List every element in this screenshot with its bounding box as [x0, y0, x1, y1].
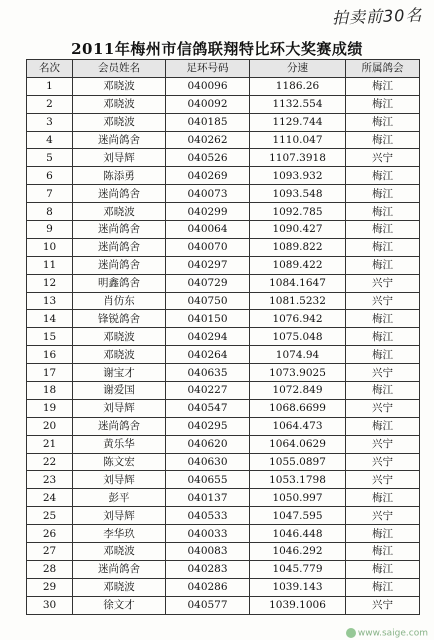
member-name-cell: 陈文宏	[73, 453, 166, 471]
club-cell: 梅江	[346, 578, 420, 596]
club-cell: 兴宁	[346, 274, 420, 292]
club-cell: 梅江	[346, 417, 420, 435]
rank-cell: 18	[27, 382, 73, 400]
member-name-cell: 邓晓波	[73, 543, 166, 561]
ring-number-cell: 040073	[166, 185, 250, 203]
rank-cell: 3	[27, 113, 73, 131]
table-row	[27, 382, 420, 400]
member-name-cell: 谢宝才	[73, 364, 166, 382]
header-rank: 名次	[27, 60, 73, 78]
table-row	[27, 131, 420, 149]
ring-number-cell: 040620	[166, 435, 250, 453]
speed-cell: 1092.785	[250, 203, 346, 221]
club-cell: 梅江	[346, 203, 420, 221]
member-name-cell: 迷尚鸽舍	[73, 185, 166, 203]
ring-number-cell: 040655	[166, 471, 250, 489]
table-row	[27, 507, 420, 525]
club-cell: 梅江	[346, 560, 420, 578]
table-row	[27, 274, 420, 292]
ring-number-cell: 040262	[166, 131, 250, 149]
rank-cell: 8	[27, 203, 73, 221]
table-row	[27, 310, 420, 328]
speed-cell: 1089.822	[250, 238, 346, 256]
watermark-text: www.saige.com	[357, 628, 428, 638]
ring-number-cell: 040137	[166, 489, 250, 507]
rank-cell: 12	[27, 274, 73, 292]
club-cell: 梅江	[346, 185, 420, 203]
speed-cell: 1046.448	[250, 525, 346, 543]
speed-cell: 1046.292	[250, 543, 346, 561]
member-name-cell: 明鑫鸽舍	[73, 274, 166, 292]
member-name-cell: 迷尚鸽舍	[73, 221, 166, 239]
ring-number-cell: 040526	[166, 149, 250, 167]
ring-number-cell: 040630	[166, 453, 250, 471]
table-row	[27, 185, 420, 203]
speed-cell: 1050.997	[250, 489, 346, 507]
table-row	[27, 453, 420, 471]
ring-number-cell: 040264	[166, 346, 250, 364]
speed-cell: 1110.047	[250, 131, 346, 149]
table-row	[27, 95, 420, 113]
table-body	[27, 77, 420, 614]
rank-cell: 17	[27, 364, 73, 382]
club-cell: 兴宁	[346, 435, 420, 453]
member-name-cell: 刘导辉	[73, 507, 166, 525]
member-name-cell: 迷尚鸽舍	[73, 131, 166, 149]
speed-cell: 1039.1006	[250, 596, 346, 614]
speed-cell: 1081.5232	[250, 292, 346, 310]
speed-cell: 1132.554	[250, 95, 346, 113]
club-cell: 梅江	[346, 95, 420, 113]
member-name-cell: 锋锐鸽舍	[73, 310, 166, 328]
club-cell: 梅江	[346, 238, 420, 256]
rank-cell: 27	[27, 543, 73, 561]
club-cell: 梅江	[346, 221, 420, 239]
speed-cell: 1045.779	[250, 560, 346, 578]
member-name-cell: 刘导辉	[73, 399, 166, 417]
club-cell: 兴宁	[346, 399, 420, 417]
speed-cell: 1064.473	[250, 417, 346, 435]
member-name-cell: 徐文才	[73, 596, 166, 614]
table-row	[27, 238, 420, 256]
speed-cell: 1039.143	[250, 578, 346, 596]
speed-cell: 1107.3918	[250, 149, 346, 167]
ring-number-cell: 040286	[166, 578, 250, 596]
ring-number-cell: 040227	[166, 382, 250, 400]
header-club: 所属鸽会	[346, 60, 420, 78]
speed-cell: 1084.1647	[250, 274, 346, 292]
table-row	[27, 203, 420, 221]
ring-number-cell: 040295	[166, 417, 250, 435]
club-cell: 梅江	[346, 328, 420, 346]
member-name-cell: 邓晓波	[73, 346, 166, 364]
ring-number-cell: 040283	[166, 560, 250, 578]
club-cell: 梅江	[346, 113, 420, 131]
ring-number-cell: 040299	[166, 203, 250, 221]
club-cell: 兴宁	[346, 507, 420, 525]
rank-cell: 13	[27, 292, 73, 310]
watermark	[346, 628, 428, 639]
club-cell: 梅江	[346, 346, 420, 364]
table-row	[27, 525, 420, 543]
ring-number-cell: 040729	[166, 274, 250, 292]
rank-cell: 25	[27, 507, 73, 525]
table-row	[27, 77, 420, 95]
rank-cell: 24	[27, 489, 73, 507]
club-cell: 梅江	[346, 256, 420, 274]
club-cell: 兴宁	[346, 471, 420, 489]
table-row	[27, 113, 420, 131]
ring-number-cell: 040185	[166, 113, 250, 131]
rank-cell: 4	[27, 131, 73, 149]
rank-cell: 5	[27, 149, 73, 167]
ring-number-cell: 040070	[166, 238, 250, 256]
page-title: 2011年梅州市信鸽联翔特比环大奖赛成绩	[71, 40, 363, 58]
table-row	[27, 578, 420, 596]
table-row	[27, 560, 420, 578]
rank-cell: 26	[27, 525, 73, 543]
speed-cell: 1072.849	[250, 382, 346, 400]
ring-number-cell: 040297	[166, 256, 250, 274]
rank-cell: 1	[27, 77, 73, 95]
speed-cell: 1186.26	[250, 77, 346, 95]
member-name-cell: 陈添勇	[73, 167, 166, 185]
speed-cell: 1076.942	[250, 310, 346, 328]
ring-number-cell: 040096	[166, 77, 250, 95]
table-row	[27, 489, 420, 507]
ring-number-cell: 040635	[166, 364, 250, 382]
club-cell: 梅江	[346, 310, 420, 328]
table-row	[27, 471, 420, 489]
club-cell: 梅江	[346, 131, 420, 149]
rank-cell: 30	[27, 596, 73, 614]
table-row	[27, 328, 420, 346]
table-row	[27, 364, 420, 382]
rank-cell: 6	[27, 167, 73, 185]
member-name-cell: 邓晓波	[73, 113, 166, 131]
member-name-cell: 肖仿东	[73, 292, 166, 310]
rank-cell: 19	[27, 399, 73, 417]
speed-cell: 1093.932	[250, 167, 346, 185]
member-name-cell: 迷尚鸽舍	[73, 238, 166, 256]
member-name-cell: 彭平	[73, 489, 166, 507]
rank-cell: 7	[27, 185, 73, 203]
member-name-cell: 邓晓波	[73, 203, 166, 221]
club-cell: 梅江	[346, 167, 420, 185]
club-cell: 梅江	[346, 543, 420, 561]
speed-cell: 1093.548	[250, 185, 346, 203]
ring-number-cell: 040533	[166, 507, 250, 525]
ring-number-cell: 040547	[166, 399, 250, 417]
club-cell: 兴宁	[346, 292, 420, 310]
member-name-cell: 邓晓波	[73, 328, 166, 346]
rank-cell: 11	[27, 256, 73, 274]
ring-number-cell: 040577	[166, 596, 250, 614]
ring-number-cell: 040064	[166, 221, 250, 239]
ring-number-cell: 040750	[166, 292, 250, 310]
speed-cell: 1074.94	[250, 346, 346, 364]
ring-number-cell: 040294	[166, 328, 250, 346]
rank-cell: 10	[27, 238, 73, 256]
rank-cell: 20	[27, 417, 73, 435]
member-name-cell: 谢爱国	[73, 382, 166, 400]
club-cell: 梅江	[346, 489, 420, 507]
member-name-cell: 刘导辉	[73, 471, 166, 489]
member-name-cell: 迷尚鸽舍	[73, 256, 166, 274]
ring-number-cell: 040269	[166, 167, 250, 185]
rank-cell: 9	[27, 221, 73, 239]
club-cell: 兴宁	[346, 149, 420, 167]
speed-cell: 1090.427	[250, 221, 346, 239]
club-cell: 兴宁	[346, 596, 420, 614]
header-ring-number: 足环号码	[166, 60, 250, 78]
club-cell: 兴宁	[346, 453, 420, 471]
speed-cell: 1064.0629	[250, 435, 346, 453]
speed-cell: 1068.6699	[250, 399, 346, 417]
table-row	[27, 417, 420, 435]
results-table	[26, 59, 420, 615]
member-name-cell: 邓晓波	[73, 77, 166, 95]
table-row	[27, 543, 420, 561]
ring-number-cell: 040083	[166, 543, 250, 561]
table-row	[27, 221, 420, 239]
speed-cell: 1129.744	[250, 113, 346, 131]
speed-cell: 1075.048	[250, 328, 346, 346]
rank-cell: 21	[27, 435, 73, 453]
table-row	[27, 399, 420, 417]
table-row	[27, 292, 420, 310]
ring-number-cell: 040092	[166, 95, 250, 113]
club-cell: 梅江	[346, 77, 420, 95]
table-row	[27, 167, 420, 185]
club-cell: 兴宁	[346, 364, 420, 382]
rank-cell: 16	[27, 346, 73, 364]
club-cell: 梅江	[346, 382, 420, 400]
rank-cell: 15	[27, 328, 73, 346]
table-row	[27, 596, 420, 614]
header-member-name: 会员姓名	[73, 60, 166, 78]
rank-cell: 29	[27, 578, 73, 596]
member-name-cell: 邓晓波	[73, 95, 166, 113]
header-speed: 分速	[250, 60, 346, 78]
table-row	[27, 435, 420, 453]
ring-number-cell: 040150	[166, 310, 250, 328]
speed-cell: 1053.1798	[250, 471, 346, 489]
rank-cell: 22	[27, 453, 73, 471]
rank-cell: 28	[27, 560, 73, 578]
member-name-cell: 黄乐华	[73, 435, 166, 453]
club-cell: 梅江	[346, 525, 420, 543]
rank-cell: 2	[27, 95, 73, 113]
member-name-cell: 刘导辉	[73, 149, 166, 167]
table-row	[27, 346, 420, 364]
rank-cell: 23	[27, 471, 73, 489]
table-row	[27, 256, 420, 274]
table-row	[27, 149, 420, 167]
speed-cell: 1073.9025	[250, 364, 346, 382]
speed-cell: 1055.0897	[250, 453, 346, 471]
member-name-cell: 李华玖	[73, 525, 166, 543]
ring-number-cell: 040033	[166, 525, 250, 543]
member-name-cell: 迷尚鸽舍	[73, 560, 166, 578]
speed-cell: 1089.422	[250, 256, 346, 274]
member-name-cell: 邓晓波	[73, 578, 166, 596]
rank-cell: 14	[27, 310, 73, 328]
member-name-cell: 迷尚鸽舍	[73, 417, 166, 435]
handwritten-note: 拍卖前30名	[331, 5, 423, 28]
table-header-row	[27, 60, 420, 78]
speed-cell: 1047.595	[250, 507, 346, 525]
site-logo-icon	[346, 628, 356, 638]
